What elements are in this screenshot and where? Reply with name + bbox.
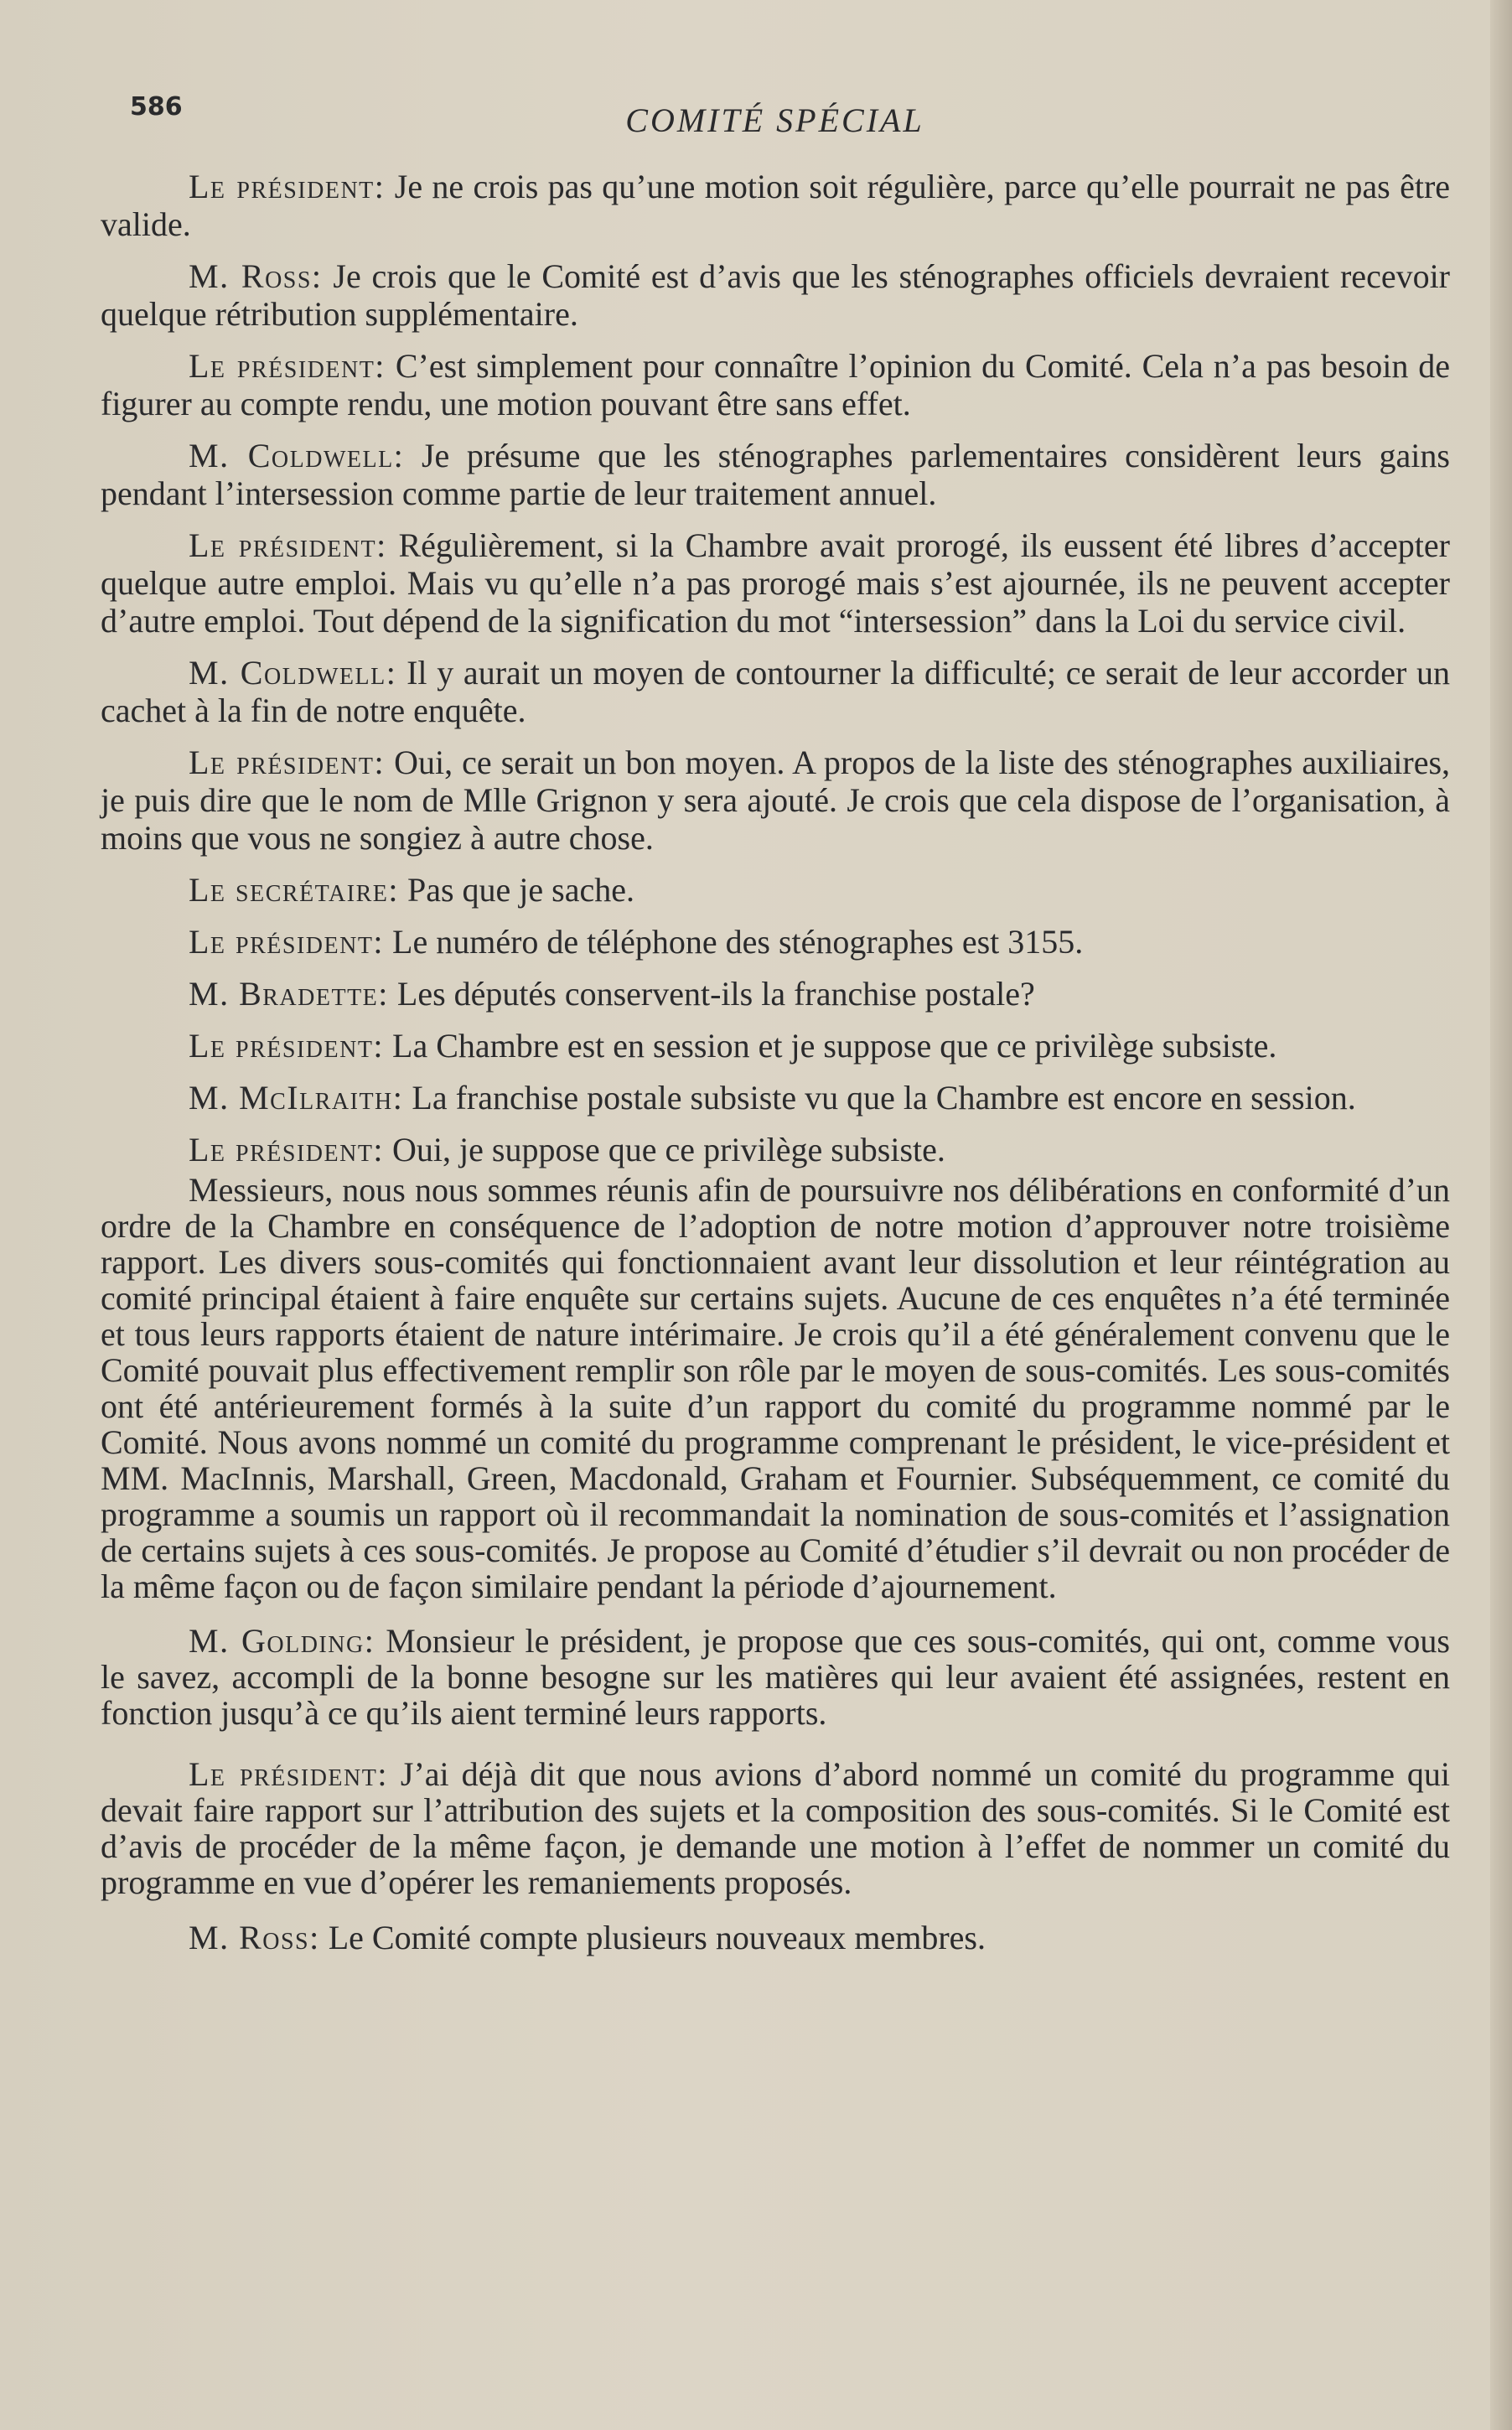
paragraph-text: Oui, ce serait un bon moyen. A propos de la liste des sténographes auxiliaires, je puis dire que le nom de Mlle Grignon y sera ajouté. Je crois que cela dispose de l’organisation, à moins que vous ne songiez à autre chose. bbox=[101, 744, 1451, 857]
paragraph bbox=[101, 1172, 1450, 1604]
speaker-name: M. Coldwell: bbox=[189, 654, 397, 692]
paragraph-text: Je crois que le Comité est d’avis que les sténographes officiels devraient recevoir quelque rétribution supplémentaire. bbox=[101, 257, 1451, 333]
paragraph-text: Je présume que les sténographes parlementaires considèrent leurs gains pendant l’intersession comme partie de leur traitement annuel. bbox=[101, 437, 1450, 512]
speaker-name: Le président: bbox=[189, 1027, 385, 1065]
speaker-name: M. Golding: bbox=[189, 1622, 375, 1660]
paragraph-text: Messieurs, nous nous sommes réunis afin de poursuivre nos délibérations en conformité d’un ordre de la Chambre en conséquence de l’adoption de notre motion d’approuver notre troisième rapport. Les divers sous-comités qui fonctionnaient avant leur dissolution et leur réintégration au comité principal étaient à faire enquête sur certains sujets. Aucune de ces enquêtes n’a été terminée et tous leurs rapports étaient de nature intérimaire. Je crois qu’il a été généralement convenu que le Comité pouvait plus effectivement remplir son rôle par le moyen de sous-comités. Les sous-comités ont été antérieurement formés à la suite d’un rapport du comité du programme nommé par le Comité. Nous avons nommé un comité du programme comprenant le président, le vice-président et MM. MacInnis, Marshall, Green, Macdonald, Graham et Fournier. Subséquemment, ce comité du programme a soumis un rapport où il recommandait la nomination de sous-comités et l’assignation de certains sujets à ces sous-comités. Je propose au Comité d’étudier s’il devrait ou non procéder de la même façon ou de façon similaire pendant la période d’ajournement. bbox=[101, 1171, 1450, 1605]
paragraph-text: Régulièrement, si la Chambre avait prorogé, ils eussent été libres d’accepter quelque autre emploi. Mais vu qu’elle n’a pas prorogé mais s’est ajournée, ils ne peuvent accepter d’autre emploi. Tout dépend de la signification du mot “intersession” dans la Loi du service civil. bbox=[101, 526, 1450, 640]
paragraph-text: La franchise postale subsiste vu que la Chambre est encore en session. bbox=[412, 1079, 1356, 1117]
speaker-name: Le président: bbox=[189, 1755, 388, 1793]
paragraph bbox=[101, 1027, 1450, 1065]
transcript-body bbox=[101, 168, 1450, 1971]
paragraph bbox=[101, 871, 1450, 909]
paragraph bbox=[101, 347, 1450, 422]
paragraph bbox=[101, 975, 1450, 1013]
paragraph bbox=[101, 923, 1450, 961]
paragraph bbox=[101, 1919, 1450, 1956]
paragraph bbox=[101, 1756, 1450, 1900]
paragraph bbox=[101, 1623, 1450, 1731]
paragraph-text: Le Comité compte plusieurs nouveaux membres. bbox=[328, 1919, 986, 1956]
speaker-name: M. Ross: bbox=[189, 1919, 320, 1956]
paragraph-text: Monsieur le président, je propose que ces sous-comités, qui ont, comme vous le savez, accompli de la bonne besogne sur les matières qui leur avaient été assignées, restent en fonction jusqu’à ce qu’ils aient terminé leurs rapports. bbox=[101, 1622, 1450, 1732]
paragraph bbox=[101, 437, 1450, 512]
speaker-name: Le président: bbox=[189, 923, 385, 961]
speaker-name: Le président: bbox=[189, 347, 386, 385]
paragraph-text: C’est simplement pour connaître l’opinion du Comité. Cela n’a pas besoin de figurer au compte rendu, une motion pouvant être sans effet. bbox=[101, 347, 1451, 422]
paragraph-text: Pas que je sache. bbox=[406, 871, 634, 909]
speaker-name: Le président: bbox=[189, 168, 386, 205]
speaker-name: Le président: bbox=[189, 526, 387, 564]
paragraph bbox=[101, 1131, 1450, 1168]
speaker-name: Le président: bbox=[189, 1131, 385, 1168]
speaker-name: Le président: bbox=[189, 744, 386, 781]
paragraph bbox=[101, 526, 1450, 640]
page-header bbox=[130, 92, 1420, 142]
paragraph-text: J’ai déjà dit que nous avions d’abord nommé un comité du programme qui devait faire rapport sur l’attribution des sujets et la composition des sous-comités. Si le Comité est d’avis de procéder de la même façon, je demande une motion à l’effet de nommer un comité du programme en vue d’opérer les remaniements proposés. bbox=[101, 1755, 1450, 1901]
speaker-name: M. Ross: bbox=[189, 257, 323, 295]
paragraph-text: Oui, je suppose que ce privilège subsiste. bbox=[392, 1131, 945, 1168]
paragraph bbox=[101, 654, 1450, 729]
page-edge bbox=[1490, 0, 1512, 2430]
speaker-name: M. Bradette: bbox=[189, 975, 389, 1013]
speaker-name: M. Coldwell: bbox=[189, 437, 405, 474]
paragraph bbox=[101, 744, 1450, 857]
paragraph bbox=[101, 168, 1450, 243]
paragraph-text: Il y aurait un moyen de contourner la difficulté; ce serait de leur accorder un cachet à la fin de notre enquête. bbox=[101, 654, 1450, 729]
paragraph-text: Les députés conservent-ils la franchise postale? bbox=[396, 975, 1035, 1013]
speaker-name: Le secrétaire: bbox=[189, 871, 399, 909]
paragraph-text: Je ne crois pas qu’une motion soit régulière, parce qu’elle pourrait ne pas être valide. bbox=[101, 168, 1451, 243]
running-title: COMITÉ SPÉCIAL bbox=[625, 101, 924, 139]
speaker-name: M. McIlraith: bbox=[189, 1079, 404, 1117]
paragraph-text: La Chambre est en session et je suppose que ce privilège subsiste. bbox=[392, 1027, 1277, 1065]
paragraph bbox=[101, 257, 1450, 333]
page-number: 586 bbox=[130, 92, 183, 122]
paragraph-text: Le numéro de téléphone des sténographes est 3155. bbox=[392, 923, 1084, 961]
paragraph bbox=[101, 1079, 1450, 1117]
